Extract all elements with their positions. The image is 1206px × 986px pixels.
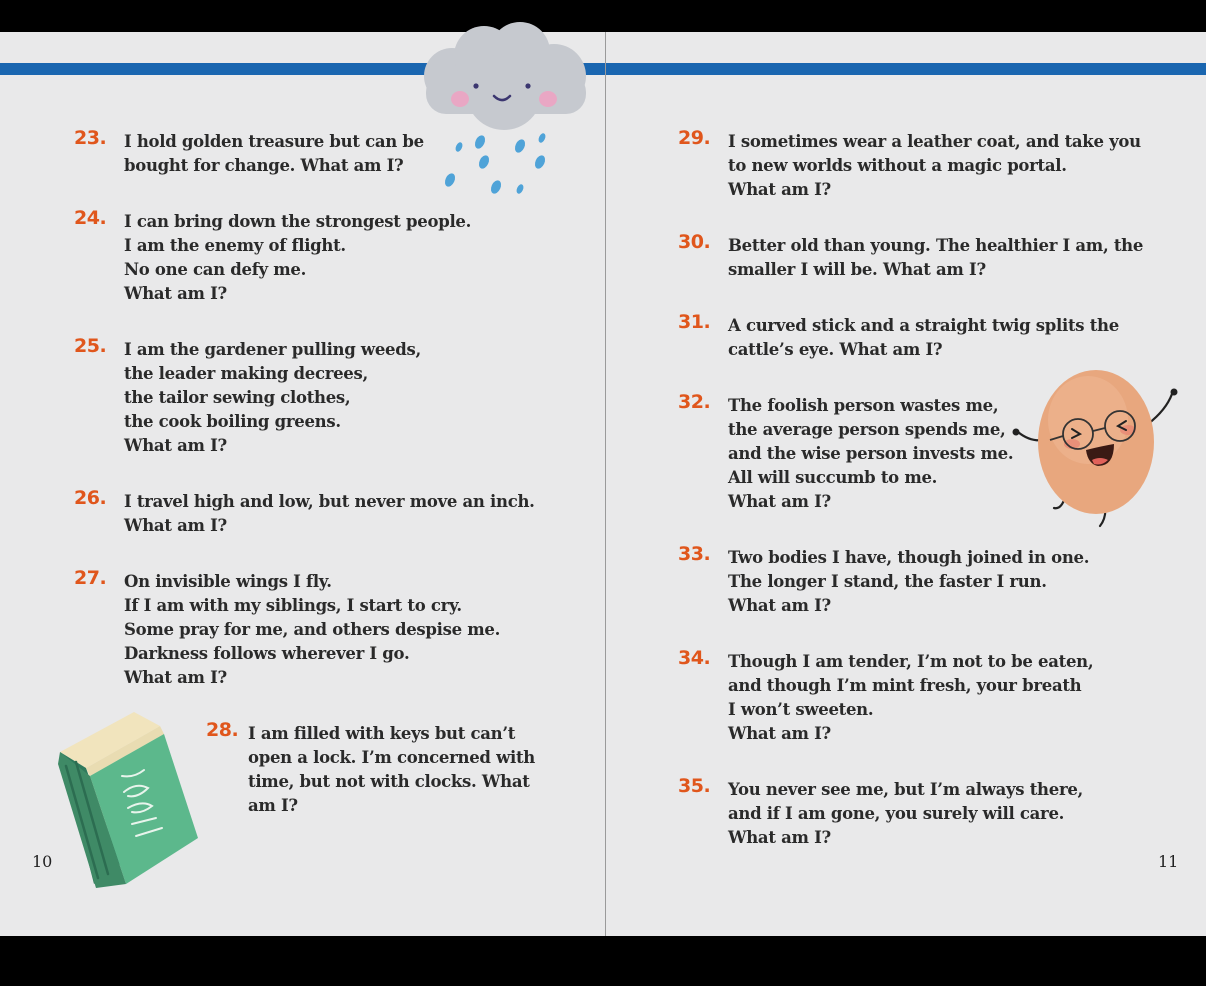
riddle-line: Some pray for me, and others despise me. bbox=[124, 620, 501, 639]
riddle-line: and if I am gone, you surely will care. bbox=[728, 804, 1065, 823]
riddle-line: I am filled with keys but can’t bbox=[248, 724, 516, 743]
riddle-line: cattle’s eye. What am I? bbox=[728, 340, 943, 359]
riddle-number: 29. bbox=[678, 127, 711, 149]
riddle-line: the leader making decrees, bbox=[124, 364, 368, 383]
riddle-line: to new worlds without a magic portal. bbox=[728, 156, 1067, 175]
riddle-line: On invisible wings I fly. bbox=[124, 572, 332, 591]
riddle-line: smaller I will be. What am I? bbox=[728, 260, 986, 279]
egg-character-icon bbox=[1008, 350, 1184, 532]
riddle-number: 32. bbox=[678, 391, 711, 413]
riddle-line: Though I am tender, I’m not to be eaten, bbox=[728, 652, 1094, 671]
riddle-line: I can bring down the strongest people. bbox=[124, 212, 472, 231]
riddle-number: 24. bbox=[74, 207, 107, 229]
page-gutter bbox=[605, 32, 606, 936]
riddle-line: and the wise person invests me. bbox=[728, 444, 1014, 463]
riddle-number: 30. bbox=[678, 231, 711, 253]
riddle-line: A curved stick and a straight twig splits the bbox=[728, 316, 1119, 335]
riddle-number: 33. bbox=[678, 543, 711, 565]
riddle-line: I won’t sweeten. bbox=[728, 700, 874, 719]
riddle-line: I am the gardener pulling weeds, bbox=[124, 340, 421, 359]
riddle-line: What am I? bbox=[124, 668, 227, 687]
riddle-line: Two bodies I have, though joined in one. bbox=[728, 548, 1090, 567]
riddle-line: What am I? bbox=[728, 492, 831, 511]
riddle-line: What am I? bbox=[124, 516, 227, 535]
riddle-line: time, but not with clocks. What bbox=[248, 772, 530, 791]
riddle-number: 26. bbox=[74, 487, 107, 509]
riddle-number: 34. bbox=[678, 647, 711, 669]
riddle-line: What am I? bbox=[124, 284, 227, 303]
riddle-number: 28. bbox=[206, 719, 239, 741]
riddle-line: bought for change. What am I? bbox=[124, 156, 404, 175]
riddle-line: What am I? bbox=[728, 724, 831, 743]
riddle-line: If I am with my siblings, I start to cry. bbox=[124, 596, 462, 615]
riddle-line: What am I? bbox=[124, 436, 227, 455]
riddle-line: open a lock. I’m concerned with bbox=[248, 748, 535, 767]
riddle-number: 27. bbox=[74, 567, 107, 589]
riddle-line: the cook boiling greens. bbox=[124, 412, 341, 431]
riddle-number: 25. bbox=[74, 335, 107, 357]
riddle-line: The foolish person wastes me, bbox=[728, 396, 999, 415]
riddle-line: What am I? bbox=[728, 828, 831, 847]
riddle-line: the average person spends me, bbox=[728, 420, 1006, 439]
riddle-line: I am the enemy of flight. bbox=[124, 236, 346, 255]
riddle-line: Better old than young. The healthier I am, the bbox=[728, 236, 1144, 255]
riddle-line: The longer I stand, the faster I run. bbox=[728, 572, 1047, 591]
book-icon bbox=[52, 708, 202, 890]
riddle-line: All will succumb to me. bbox=[728, 468, 938, 487]
riddle-number: 35. bbox=[678, 775, 711, 797]
riddle-line: the tailor sewing clothes, bbox=[124, 388, 351, 407]
page-number-left: 10 bbox=[32, 852, 53, 871]
riddle-line: and though I’m mint fresh, your breath bbox=[728, 676, 1082, 695]
riddle-line: I travel high and low, but never move an inch. bbox=[124, 492, 535, 511]
riddle-line: am I? bbox=[248, 796, 298, 815]
riddle-line: You never see me, but I’m always there, bbox=[728, 780, 1083, 799]
riddle-line: I sometimes wear a leather coat, and take you bbox=[728, 132, 1141, 151]
riddle-line: What am I? bbox=[728, 596, 831, 615]
riddle-line: Darkness follows wherever I go. bbox=[124, 644, 410, 663]
right-header-bar bbox=[606, 63, 1206, 75]
riddle-line: I hold golden treasure but can be bbox=[124, 132, 424, 151]
riddle-line: What am I? bbox=[728, 180, 831, 199]
rain-cloud-icon bbox=[412, 32, 594, 202]
riddle-line: No one can defy me. bbox=[124, 260, 307, 279]
page-number-right: 11 bbox=[1158, 852, 1179, 871]
riddle-number: 31. bbox=[678, 311, 711, 333]
riddle-number: 23. bbox=[74, 127, 107, 149]
